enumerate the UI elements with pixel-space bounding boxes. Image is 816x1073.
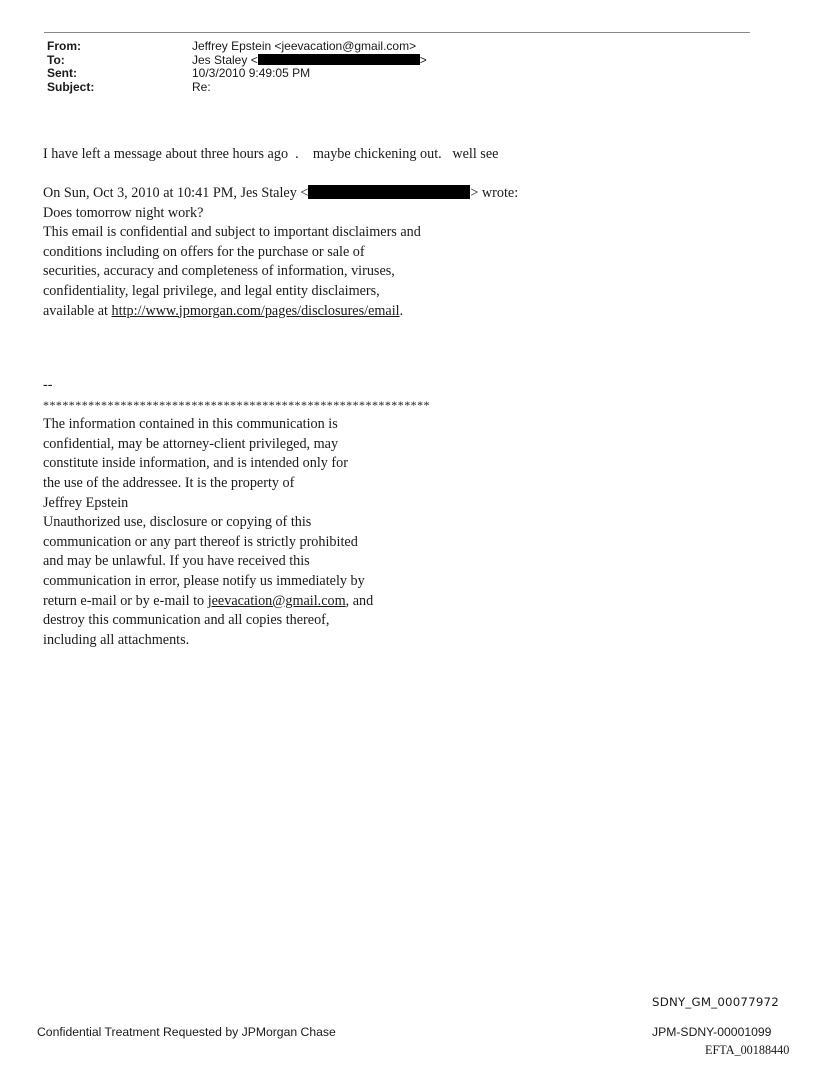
quoted-message bbox=[43, 184, 518, 321]
signature-line: and may be unlawful. If you have received this bbox=[43, 553, 310, 570]
signature-line: communication in error, please notify us immediately by bbox=[43, 572, 365, 589]
signature-block bbox=[43, 376, 430, 650]
quote-line: This email is confidential and subject to important disclaimers and bbox=[43, 224, 421, 241]
quote-last-prefix: available at bbox=[43, 302, 112, 319]
message-body bbox=[43, 145, 498, 165]
quote-line: conditions including on offers for the purchase or sale of bbox=[43, 243, 365, 260]
efta-id: EFTA_00188440 bbox=[705, 1043, 790, 1057]
signature-line: constitute inside information, and is intended only for bbox=[43, 455, 348, 472]
from-row bbox=[47, 40, 427, 54]
quote-line-last bbox=[43, 302, 518, 322]
signature-line: confidential, may be attorney-client privileged, may bbox=[43, 435, 339, 452]
signature-line: The information contained in this communication is bbox=[43, 416, 338, 433]
signature-line: including all attachments. bbox=[43, 631, 190, 648]
signature-line: Jeffrey Epstein bbox=[43, 494, 129, 511]
email-link[interactable]: jeevacation@gmail.com bbox=[207, 592, 346, 609]
signature-line: destroy this communication and all copies thereof, bbox=[43, 612, 330, 629]
email-line-prefix: return e-mail or by e-mail to bbox=[43, 592, 208, 609]
email-header bbox=[47, 40, 427, 94]
subject-label: Subject: bbox=[47, 79, 95, 94]
sent-row bbox=[47, 67, 427, 81]
redaction-box bbox=[308, 185, 470, 199]
confidential-notice: Confidential Treatment Requested by JPMorgan Chase bbox=[37, 1025, 336, 1039]
sent-label: Sent: bbox=[47, 66, 77, 80]
jpm-bates-id: JPM-SDNY-00001099 bbox=[652, 1025, 772, 1039]
subject-value: Re: bbox=[192, 79, 211, 94]
to-row bbox=[47, 54, 427, 68]
signature-stars: ************************************************************ bbox=[43, 397, 430, 412]
to-prefix: Jes Staley < bbox=[192, 52, 258, 67]
quote-last-suffix: . bbox=[399, 302, 404, 319]
signature-line: communication or any part thereof is strictly prohibited bbox=[43, 533, 358, 550]
from-label: From: bbox=[47, 39, 81, 53]
to-value bbox=[192, 54, 427, 68]
signature-dashes: -- bbox=[43, 377, 53, 393]
signature-email-line bbox=[43, 592, 430, 612]
subject-row bbox=[47, 81, 427, 95]
signature-line: the use of the addressee. It is the property of bbox=[43, 474, 295, 491]
from-value: Jeffrey Epstein <jeevacation@gmail.com> bbox=[192, 39, 417, 53]
message-text: I have left a message about three hours ago . maybe chickening out. well see bbox=[43, 146, 499, 162]
redaction-box bbox=[258, 54, 420, 65]
quote-line: securities, accuracy and completeness of information, viruses, bbox=[43, 263, 395, 280]
sdny-bates-id: SDNY_GM_00077972 bbox=[652, 995, 779, 1009]
signature-line: Unauthorized use, disclosure or copying of this bbox=[43, 514, 312, 531]
quote-line: confidentiality, legal privilege, and legal entity disclaimers, bbox=[43, 282, 380, 299]
header-rule bbox=[44, 32, 750, 33]
quote-intro bbox=[43, 184, 518, 204]
to-suffix: > bbox=[419, 52, 427, 67]
quote-intro-suffix: > wrote: bbox=[470, 185, 519, 201]
sent-value: 10/3/2010 9:49:05 PM bbox=[192, 66, 311, 80]
to-label: To: bbox=[47, 52, 65, 67]
disclosures-link[interactable]: http://www.jpmorgan.com/pages/disclosures/email bbox=[111, 302, 400, 319]
quote-line: Does tomorrow night work? bbox=[43, 204, 204, 221]
quote-intro-prefix: On Sun, Oct 3, 2010 at 10:41 PM, Jes Staley < bbox=[43, 185, 309, 201]
email-line-suffix: , and bbox=[345, 592, 374, 609]
